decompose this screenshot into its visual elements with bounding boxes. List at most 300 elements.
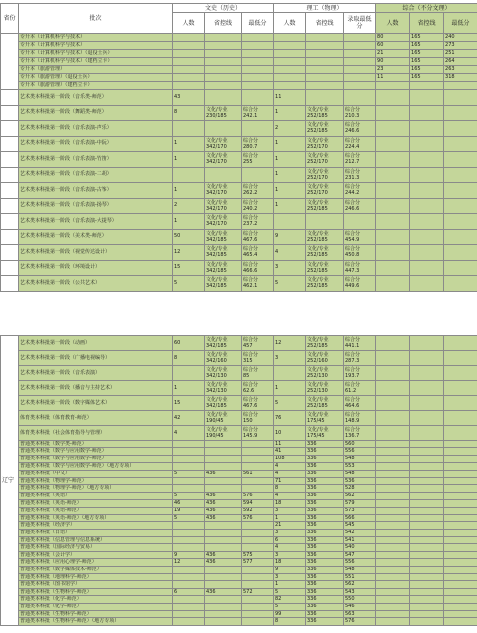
- empty-cell: [306, 34, 344, 42]
- batch-cell: 艺术类本科批第一阶段（广播电视编导）: [19, 351, 173, 366]
- batch-cell: 普通类本科批（经济学）: [19, 522, 173, 529]
- province-cell: [1, 167, 19, 183]
- wenke-cell: 6: [173, 588, 205, 595]
- table-row: [1, 574, 477, 581]
- empty-cell: [205, 58, 242, 66]
- ligong-cell: 4: [274, 544, 306, 551]
- zonghe-cell: 21: [376, 50, 410, 58]
- batch-cell: 艺术类本科批第一阶段（音乐表演-二胡）: [19, 167, 173, 183]
- batch-cell: 普通类本科批（信息管理与信息系统）: [19, 537, 173, 544]
- batch-cell: 专升本（旅游管理）: [19, 66, 173, 74]
- upper-table: [0, 3, 477, 292]
- zonghe-cell: [376, 121, 410, 137]
- zonghe-cell: 165: [410, 66, 444, 74]
- zonghe-cell: [410, 198, 444, 214]
- ligong-cell: 6: [274, 537, 306, 544]
- wenke-cell: [173, 603, 205, 610]
- ligong-cell: 528: [344, 485, 376, 492]
- province-cell: [1, 105, 19, 121]
- wenke-cell: 文化/专业 342/160: [205, 351, 242, 366]
- wenke-cell: 436: [205, 507, 242, 514]
- wenke-cell: 577: [242, 559, 274, 566]
- zonghe-cell: [444, 566, 477, 573]
- table-row: [1, 90, 477, 106]
- province-cell: [1, 152, 19, 168]
- wenke-cell: [173, 477, 205, 484]
- zonghe-cell: [444, 121, 477, 137]
- zonghe-cell: [444, 336, 477, 351]
- batch-cell: 普通类本科批（数学类-师范）: [19, 441, 173, 448]
- wenke-cell: [205, 529, 242, 536]
- wenke-cell: 1: [173, 214, 205, 230]
- zonghe-cell: [410, 82, 444, 90]
- wenke-cell: [242, 581, 274, 588]
- ligong-cell: 336: [306, 470, 344, 477]
- ligong-cell: 3: [274, 574, 306, 581]
- ligong-cell: [344, 214, 376, 230]
- wenke-cell: [242, 485, 274, 492]
- table-row: [1, 559, 477, 566]
- wenke-cell: 576: [242, 514, 274, 521]
- wenke-cell: [173, 167, 205, 183]
- ligong-cell: 99: [274, 610, 306, 617]
- zonghe-cell: [376, 396, 410, 411]
- header-z-shengkong: 省控线: [410, 13, 444, 34]
- wenke-cell: 9: [173, 551, 205, 558]
- zonghe-cell: [444, 82, 477, 90]
- ligong-cell: 336: [306, 455, 344, 462]
- batch-cell: 专升本（计算机科学与技术）（建档立卡）: [19, 58, 173, 66]
- wenke-cell: 综合分 255: [242, 152, 274, 168]
- ligong-cell: 文化/专业 252/130: [306, 381, 344, 396]
- batch-cell: 艺术类本科批第一阶段（音乐表演-声乐）: [19, 121, 173, 137]
- ligong-cell: 336: [306, 448, 344, 455]
- ligong-cell: 综合分 441.1: [344, 336, 376, 351]
- batch-cell: 普通类本科批（化学-师范）: [19, 603, 173, 610]
- ligong-cell: 文化/专业 252/185: [306, 396, 344, 411]
- header-z-renshu: 人数: [376, 13, 410, 34]
- wenke-cell: [242, 566, 274, 573]
- wenke-cell: [205, 603, 242, 610]
- wenke-cell: 1: [173, 152, 205, 168]
- wenke-cell: 4: [173, 426, 205, 441]
- ligong-cell: 文化/专业 252/185: [306, 245, 344, 261]
- batch-cell: 普通类本科批（英语-师范）（地方专项）: [19, 514, 173, 521]
- zonghe-cell: [410, 588, 444, 595]
- wenke-cell: [173, 485, 205, 492]
- empty-cell: [274, 34, 306, 42]
- ligong-cell: 5: [274, 588, 306, 595]
- zonghe-cell: [410, 492, 444, 499]
- wenke-cell: 综合分 466.6: [242, 260, 274, 276]
- header-zonghe: 综合（不分文理）: [376, 4, 477, 13]
- table-row: [1, 492, 477, 499]
- province-cell: [1, 229, 19, 245]
- table-row: [1, 529, 477, 536]
- upper-sheet: [0, 3, 477, 292]
- table-row: [1, 34, 477, 42]
- wenke-cell: 文化/专业 342/170: [205, 152, 242, 168]
- wenke-cell: 575: [242, 551, 274, 558]
- zonghe-cell: [444, 441, 477, 448]
- header-w-renshu: 人数: [173, 13, 205, 34]
- ligong-cell: 336: [306, 618, 344, 625]
- zonghe-cell: [410, 229, 444, 245]
- province-cell: [1, 34, 19, 90]
- ligong-cell: 562: [344, 581, 376, 588]
- province-cell: [1, 260, 19, 276]
- zonghe-cell: [376, 596, 410, 603]
- batch-cell: 普通类本科批（数学与应用数学-师范）（地方专项）: [19, 463, 173, 470]
- zonghe-cell: [410, 167, 444, 183]
- ligong-cell: 综合分 287.3: [344, 351, 376, 366]
- wenke-cell: 46: [173, 500, 205, 507]
- wenke-cell: [205, 455, 242, 462]
- ligong-cell: 5: [274, 603, 306, 610]
- ligong-cell: 4: [274, 492, 306, 499]
- ligong-cell: 336: [306, 463, 344, 470]
- zonghe-cell: 251: [444, 50, 477, 58]
- empty-cell: [205, 74, 242, 82]
- zonghe-cell: [410, 152, 444, 168]
- ligong-cell: 542: [344, 529, 376, 536]
- ligong-cell: [274, 366, 306, 381]
- zonghe-cell: [410, 463, 444, 470]
- ligong-cell: 541: [344, 537, 376, 544]
- batch-cell: 艺术类本科批第一阶段（数字媒体艺术）: [19, 396, 173, 411]
- zonghe-cell: [444, 463, 477, 470]
- zonghe-cell: [410, 455, 444, 462]
- zonghe-cell: [376, 500, 410, 507]
- batch-cell: 艺术类本科批第一阶段（视觉传达设计）: [19, 245, 173, 261]
- zonghe-cell: [444, 426, 477, 441]
- ligong-cell: 9: [274, 229, 306, 245]
- wenke-cell: [205, 463, 242, 470]
- ligong-cell: 文化/专业 252/130: [306, 366, 344, 381]
- batch-cell: 艺术类本科批第一阶段（音乐表演-中阮）: [19, 136, 173, 152]
- province-cell: [1, 336, 19, 626]
- table-row: [1, 477, 477, 484]
- empty-cell: [173, 66, 205, 74]
- ligong-cell: 336: [306, 492, 344, 499]
- table-row: [1, 500, 477, 507]
- zonghe-cell: [444, 618, 477, 625]
- wenke-cell: 综合分 237.2: [242, 214, 274, 230]
- table-row: [1, 514, 477, 521]
- wenke-cell: 1: [173, 381, 205, 396]
- empty-cell: [306, 50, 344, 58]
- wenke-cell: 15: [173, 260, 205, 276]
- province-cell: [1, 198, 19, 214]
- wenke-cell: [205, 537, 242, 544]
- batch-cell: 专升本（旅游管理）（退役士兵）: [19, 74, 173, 82]
- header-l-luqu: 录取最低分: [344, 13, 376, 34]
- ligong-cell: 5: [274, 276, 306, 292]
- ligong-cell: 文化/专业 252/185: [306, 229, 344, 245]
- zonghe-cell: [410, 105, 444, 121]
- lower-sheet: [0, 335, 477, 626]
- empty-cell: [205, 50, 242, 58]
- wenke-cell: [205, 618, 242, 625]
- ligong-cell: 556: [344, 559, 376, 566]
- table-row: [1, 42, 477, 50]
- wenke-cell: [173, 522, 205, 529]
- zonghe-cell: 90: [376, 58, 410, 66]
- empty-cell: [242, 66, 274, 74]
- table-row: [1, 455, 477, 462]
- zonghe-cell: [444, 136, 477, 152]
- ligong-cell: 547: [344, 551, 376, 558]
- ligong-cell: 336: [306, 610, 344, 617]
- ligong-cell: 336: [306, 588, 344, 595]
- batch-cell: 艺术类本科批第一阶段（舞蹈类-师范）: [19, 105, 173, 121]
- wenke-cell: [205, 477, 242, 484]
- zonghe-cell: [376, 603, 410, 610]
- ligong-cell: 41: [274, 448, 306, 455]
- table-row: [1, 245, 477, 261]
- header-w-zuidi: 最低分: [242, 13, 274, 34]
- zonghe-cell: [376, 167, 410, 183]
- header-z-zuidi: 最低分: [444, 13, 477, 34]
- ligong-cell: 540: [344, 544, 376, 551]
- wenke-cell: [242, 167, 274, 183]
- wenke-cell: [173, 618, 205, 625]
- batch-cell: 普通类本科批（英语-师范）: [19, 500, 173, 507]
- ligong-cell: [306, 214, 344, 230]
- province-cell: [1, 90, 19, 106]
- zonghe-cell: [410, 559, 444, 566]
- wenke-cell: 42: [173, 411, 205, 426]
- wenke-cell: [173, 596, 205, 603]
- empty-cell: [274, 58, 306, 66]
- zonghe-cell: [376, 470, 410, 477]
- wenke-cell: [173, 529, 205, 536]
- wenke-cell: 436: [205, 559, 242, 566]
- table-row: [1, 596, 477, 603]
- wenke-cell: [205, 574, 242, 581]
- empty-cell: [242, 42, 274, 50]
- empty-cell: [306, 82, 344, 90]
- wenke-cell: 572: [242, 588, 274, 595]
- wenke-cell: 综合分 62.6: [242, 381, 274, 396]
- ligong-cell: [274, 214, 306, 230]
- zonghe-cell: 264: [444, 58, 477, 66]
- zonghe-cell: [444, 90, 477, 106]
- ligong-cell: 综合分 212.7: [344, 152, 376, 168]
- zonghe-cell: [410, 381, 444, 396]
- empty-cell: [173, 34, 205, 42]
- section-gap: [0, 313, 477, 335]
- zonghe-cell: [376, 136, 410, 152]
- zonghe-cell: [410, 551, 444, 558]
- zonghe-cell: [444, 366, 477, 381]
- batch-cell: 艺术类本科批第一阶段（音乐类-师范）: [19, 90, 173, 106]
- wenke-cell: [242, 574, 274, 581]
- zonghe-cell: [410, 260, 444, 276]
- ligong-cell: 566: [344, 514, 376, 521]
- zonghe-cell: [376, 198, 410, 214]
- table-row: [1, 448, 477, 455]
- wenke-cell: 文化/专业 190/45: [205, 426, 242, 441]
- zonghe-cell: [376, 229, 410, 245]
- zonghe-cell: [410, 426, 444, 441]
- zonghe-cell: [410, 276, 444, 292]
- wenke-cell: 综合分 262.2: [242, 183, 274, 199]
- table-row: [1, 522, 477, 529]
- empty-cell: [242, 74, 274, 82]
- empty-cell: [274, 74, 306, 82]
- wenke-cell: [205, 448, 242, 455]
- ligong-cell: [344, 90, 376, 106]
- zonghe-cell: [410, 514, 444, 521]
- ligong-cell: 10: [274, 426, 306, 441]
- wenke-cell: 436: [205, 492, 242, 499]
- batch-cell: 普通类本科批（化学-师范）: [19, 596, 173, 603]
- zonghe-cell: 165: [410, 50, 444, 58]
- ligong-cell: 336: [306, 500, 344, 507]
- zonghe-cell: [376, 544, 410, 551]
- wenke-cell: 8: [173, 105, 205, 121]
- zonghe-cell: [444, 596, 477, 603]
- empty-cell: [205, 42, 242, 50]
- ligong-cell: 551: [344, 574, 376, 581]
- ligong-cell: 1: [274, 581, 306, 588]
- zonghe-cell: [376, 610, 410, 617]
- wenke-cell: 436: [205, 551, 242, 558]
- zonghe-cell: [410, 566, 444, 573]
- ligong-cell: [306, 90, 344, 106]
- wenke-cell: 5: [173, 470, 205, 477]
- batch-cell: 普通类本科批（生物科学-师范）: [19, 588, 173, 595]
- ligong-cell: 文化/专业 252/185: [306, 121, 344, 137]
- zonghe-cell: [376, 551, 410, 558]
- ligong-cell: 1: [274, 198, 306, 214]
- batch-cell: 体育类本科批（体育教育-师范）: [19, 411, 173, 426]
- batch-cell: 普通类本科批（数学与应用数学-师范）: [19, 455, 173, 462]
- ligong-cell: 5: [274, 396, 306, 411]
- ligong-cell: 3: [274, 529, 306, 536]
- table-row: [1, 426, 477, 441]
- ligong-cell: 579: [344, 500, 376, 507]
- ligong-cell: 556: [344, 448, 376, 455]
- ligong-cell: 336: [306, 477, 344, 484]
- empty-cell: [173, 42, 205, 50]
- zonghe-cell: 165: [410, 34, 444, 42]
- ligong-cell: 548: [344, 455, 376, 462]
- wenke-cell: 文化/专业 342/185: [205, 245, 242, 261]
- header-l-shengkong: 省控线: [306, 13, 344, 34]
- empty-cell: [306, 66, 344, 74]
- ligong-cell: 文化/专业 252/185: [306, 276, 344, 292]
- zonghe-cell: [376, 455, 410, 462]
- wenke-cell: [173, 544, 205, 551]
- zonghe-cell: [376, 381, 410, 396]
- wenke-cell: 15: [173, 396, 205, 411]
- batch-cell: 艺术类本科批第一阶段（音乐表演-古筝）: [19, 183, 173, 199]
- zonghe-cell: 80: [376, 34, 410, 42]
- empty-cell: [274, 50, 306, 58]
- wenke-cell: [242, 477, 274, 484]
- batch-cell: 普通类本科批（数字媒体技术-师范）: [19, 566, 173, 573]
- batch-cell: 艺术类本科批第一阶段（美术类-师范）: [19, 229, 173, 245]
- wenke-cell: [242, 596, 274, 603]
- zonghe-cell: [376, 448, 410, 455]
- zonghe-cell: [410, 336, 444, 351]
- wenke-cell: [242, 455, 274, 462]
- ligong-cell: 8: [274, 485, 306, 492]
- empty-cell: [205, 34, 242, 42]
- ligong-cell: 综合分 246.6: [344, 198, 376, 214]
- table-row: [1, 396, 477, 411]
- wenke-cell: [173, 366, 205, 381]
- zonghe-cell: [376, 522, 410, 529]
- empty-cell: [344, 58, 376, 66]
- zonghe-cell: [410, 507, 444, 514]
- zonghe-cell: [444, 276, 477, 292]
- wenke-cell: [205, 90, 242, 106]
- ligong-cell: 文化/专业 252/185: [306, 260, 344, 276]
- ligong-cell: 综合分 193.7: [344, 366, 376, 381]
- empty-cell: [173, 58, 205, 66]
- batch-cell: 普通类本科批（生物科学-师范）（地方专项）: [19, 618, 173, 625]
- table-row: [1, 366, 477, 381]
- zonghe-cell: [410, 596, 444, 603]
- batch-cell: 专升本（计算机科学与技术）（退役士兵）: [19, 50, 173, 58]
- wenke-cell: 综合分 150: [242, 411, 274, 426]
- batch-cell: 普通类本科批（英语-师范）: [19, 507, 173, 514]
- batch-cell: 普通类本科批（应用心理学-师范）: [19, 559, 173, 566]
- zonghe-cell: [410, 121, 444, 137]
- zonghe-cell: [444, 581, 477, 588]
- wenke-cell: 5: [173, 492, 205, 499]
- wenke-cell: 文化/专业 342/170: [205, 183, 242, 199]
- wenke-cell: [242, 448, 274, 455]
- table-row: [1, 551, 477, 558]
- empty-cell: [205, 82, 242, 90]
- batch-cell: 普通类本科批（物理学-师范）（地方专项）: [19, 485, 173, 492]
- wenke-cell: 12: [173, 245, 205, 261]
- zonghe-cell: 263: [444, 66, 477, 74]
- ligong-cell: 4: [274, 463, 306, 470]
- wenke-cell: 综合分 467.6: [242, 396, 274, 411]
- table-row: [1, 50, 477, 58]
- wenke-cell: 综合分 462.1: [242, 276, 274, 292]
- zonghe-cell: 11: [376, 74, 410, 82]
- ligong-cell: 综合分 136.7: [344, 426, 376, 441]
- ligong-cell: 108: [274, 455, 306, 462]
- ligong-cell: 综合分 447.3: [344, 260, 376, 276]
- zonghe-cell: [444, 381, 477, 396]
- batch-cell: 普通类本科批（日语）: [19, 529, 173, 536]
- wenke-cell: 12: [173, 559, 205, 566]
- ligong-cell: 文化/专业 252/185: [306, 336, 344, 351]
- wenke-cell: [173, 566, 205, 573]
- batch-cell: 专升本（计算机科学与技术）: [19, 42, 173, 50]
- table-row: [1, 276, 477, 292]
- ligong-cell: 综合分 449.6: [344, 276, 376, 292]
- table-row: [1, 381, 477, 396]
- wenke-cell: 文化/专业 342/170: [205, 198, 242, 214]
- ligong-cell: 综合分 454.9: [344, 229, 376, 245]
- zonghe-cell: [410, 214, 444, 230]
- zonghe-cell: [410, 529, 444, 536]
- zonghe-cell: 165: [410, 74, 444, 82]
- ligong-cell: 336: [306, 441, 344, 448]
- wenke-cell: [242, 441, 274, 448]
- ligong-cell: 1: [274, 152, 306, 168]
- wenke-cell: 436: [205, 588, 242, 595]
- wenke-cell: 436: [205, 500, 242, 507]
